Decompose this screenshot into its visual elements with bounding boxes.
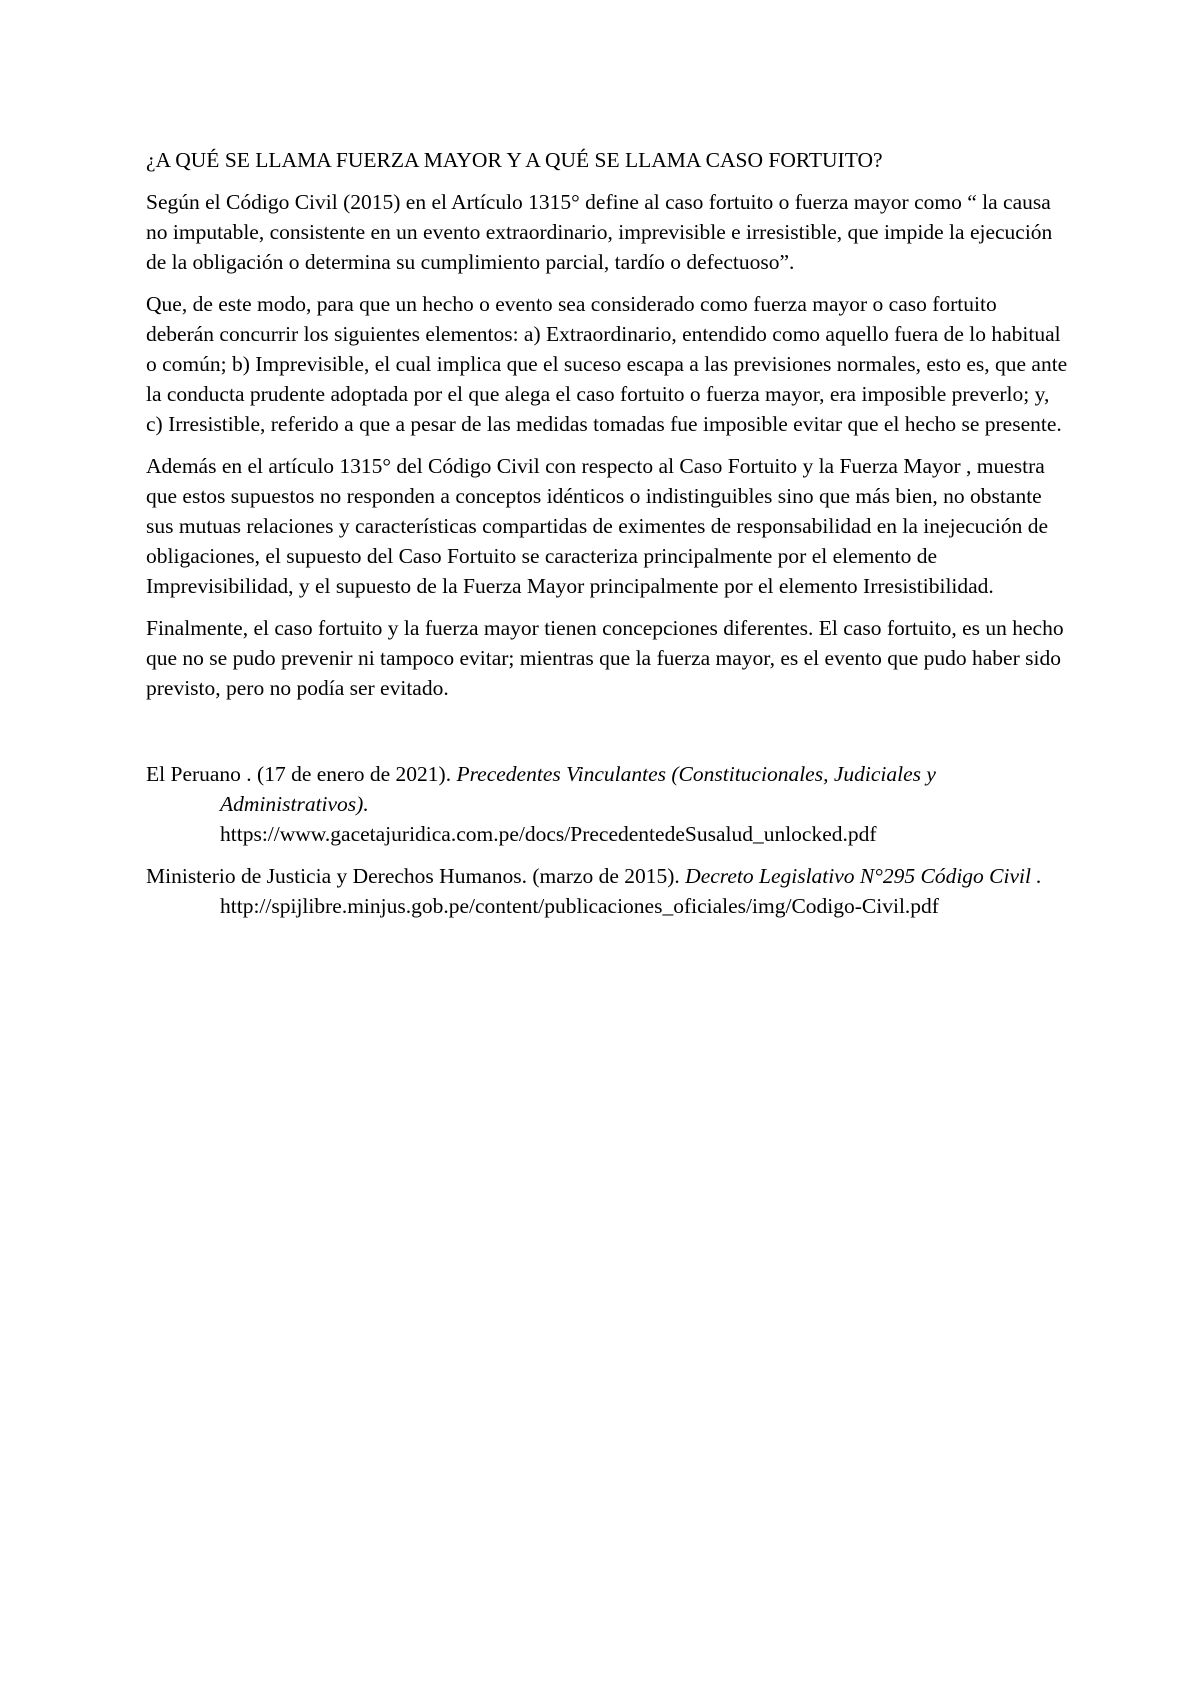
paragraph-elements: Que, de este modo, para que un hecho o evento sea considerado como fuerza mayor o caso fortuito deberán concurrir los siguientes elementos: a) Extraordinario, entendido como aquello fuera de lo habitual o común; b) Imprevisible, el cual implica que el suceso escapa a las previsiones normales, esto es, que ante la conducta prudente adoptada por el que alega el caso fortuito o fuerza mayor, era imposible preverlo; y, c) Irresistible, referido a que a pesar de las medidas tomadas fue imposible evitar que el hecho se presente. [146,292,1068,436]
paragraph-conclusion: Finalmente, el caso fortuito y la fuerza mayor tienen concepciones diferentes. El caso fortuito, es un hecho que no se pudo prevenir ni tampoco evitar; mientras que la fuerza mayor, es el evento que pudo haber sido previsto, pero no podía ser evitado. [146,616,1064,700]
reference-prefix: El Peruano . (17 de enero de 2021). [146,762,457,786]
document-title: ¿A QUÉ SE LLAMA FUERZA MAYOR Y A QUÉ SE LLAMA CASO FORTUITO? [146,148,883,172]
reference-item [146,861,1070,921]
document-body [146,145,1070,933]
reference-url: https://www.gacetajuridica.com.pe/docs/PrecedentedeSusalud_unlocked.pdf [220,822,877,846]
reference-title: Decreto Legislativo N°295 Código Civil . [685,864,1042,888]
reference-prefix: Ministerio de Justicia y Derechos Humanos. (marzo de 2015). [146,864,686,888]
paragraph-definition: Según el Código Civil (2015) en el Artículo 1315° define al caso fortuito o fuerza mayor como “ la causa no imputable, consistente en un evento extraordinario, imprevisible e irresistible, que impide la ejecución de la obligación o determina su cumplimiento parcial, tardío o defectuoso”. [146,190,1053,274]
reference-item [146,759,1070,849]
reference-title: Precedentes Vinculantes (Constitucionales, Judiciales y Administrativos). [220,762,936,816]
paragraph-article-1315: Además en el artículo 1315° del Código Civil con respecto al Caso Fortuito y la Fuerza Mayor , muestra que estos supuestos no responden a conceptos idénticos o indistinguibles sino que más bien, no obstante sus mutuas relaciones y características compartidas de eximentes de responsabilidad en la inejecución de obligaciones, el supuesto del Caso Fortuito se caracteriza principalmente por el elemento de Imprevisibilidad, y el supuesto de la Fuerza Mayor principalmente por el elemento Irresistibilidad. [146,454,1049,598]
reference-url: http://spijlibre.minjus.gob.pe/content/publicaciones_oficiales/img/Codigo-Civil.pdf [220,894,939,918]
references-list [146,759,1070,921]
